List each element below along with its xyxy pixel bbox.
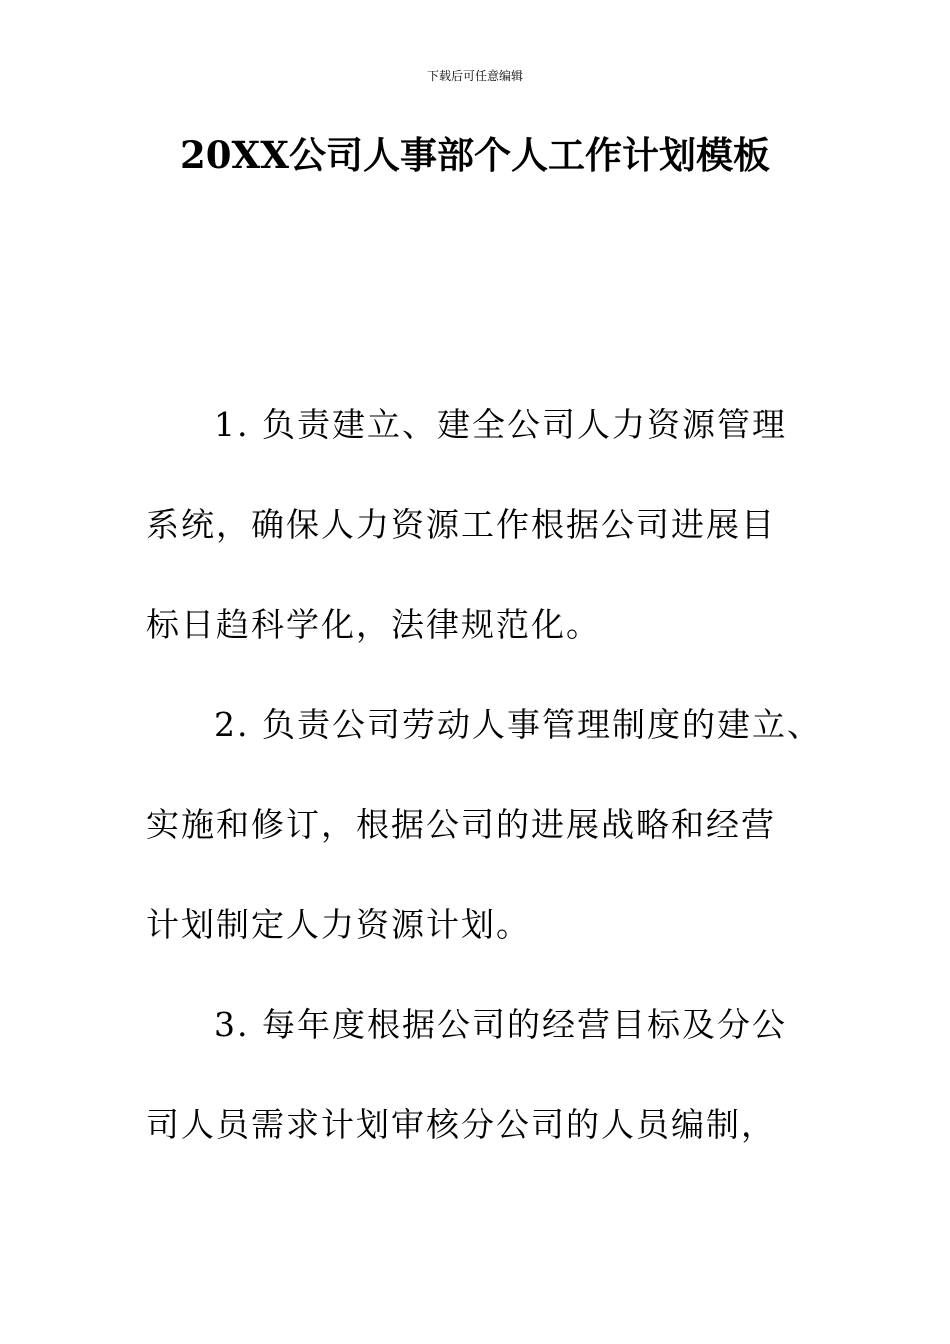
paragraph-1-line-3: 标日趋科学化，法律规范化。 [146,605,601,644]
paragraph-3-line-2: 司人员需求计划审核分公司的人员编制， [146,1105,776,1144]
paragraph-1-line-2: 系统，确保人力资源工作根据公司进展目 [146,505,776,544]
paragraph-1-line-1: 1. 负责建立、建全公司人力资源管理 [214,405,787,444]
header-note: 下载后可任意编辑 [426,69,523,83]
paragraph-2-line-2: 实施和修订，根据公司的进展战略和经营 [146,805,776,844]
paragraph-3-line-1: 3. 每年度根据公司的经营目标及分公 [214,1005,787,1044]
paragraph-2-line-3: 计划制定人力资源计划。 [146,905,531,944]
document-title: 20XX公司人事部个人工作计划模板 [180,133,770,177]
paragraph-2-line-1: 2. 负责公司劳动人事管理制度的建立、 [214,705,822,744]
